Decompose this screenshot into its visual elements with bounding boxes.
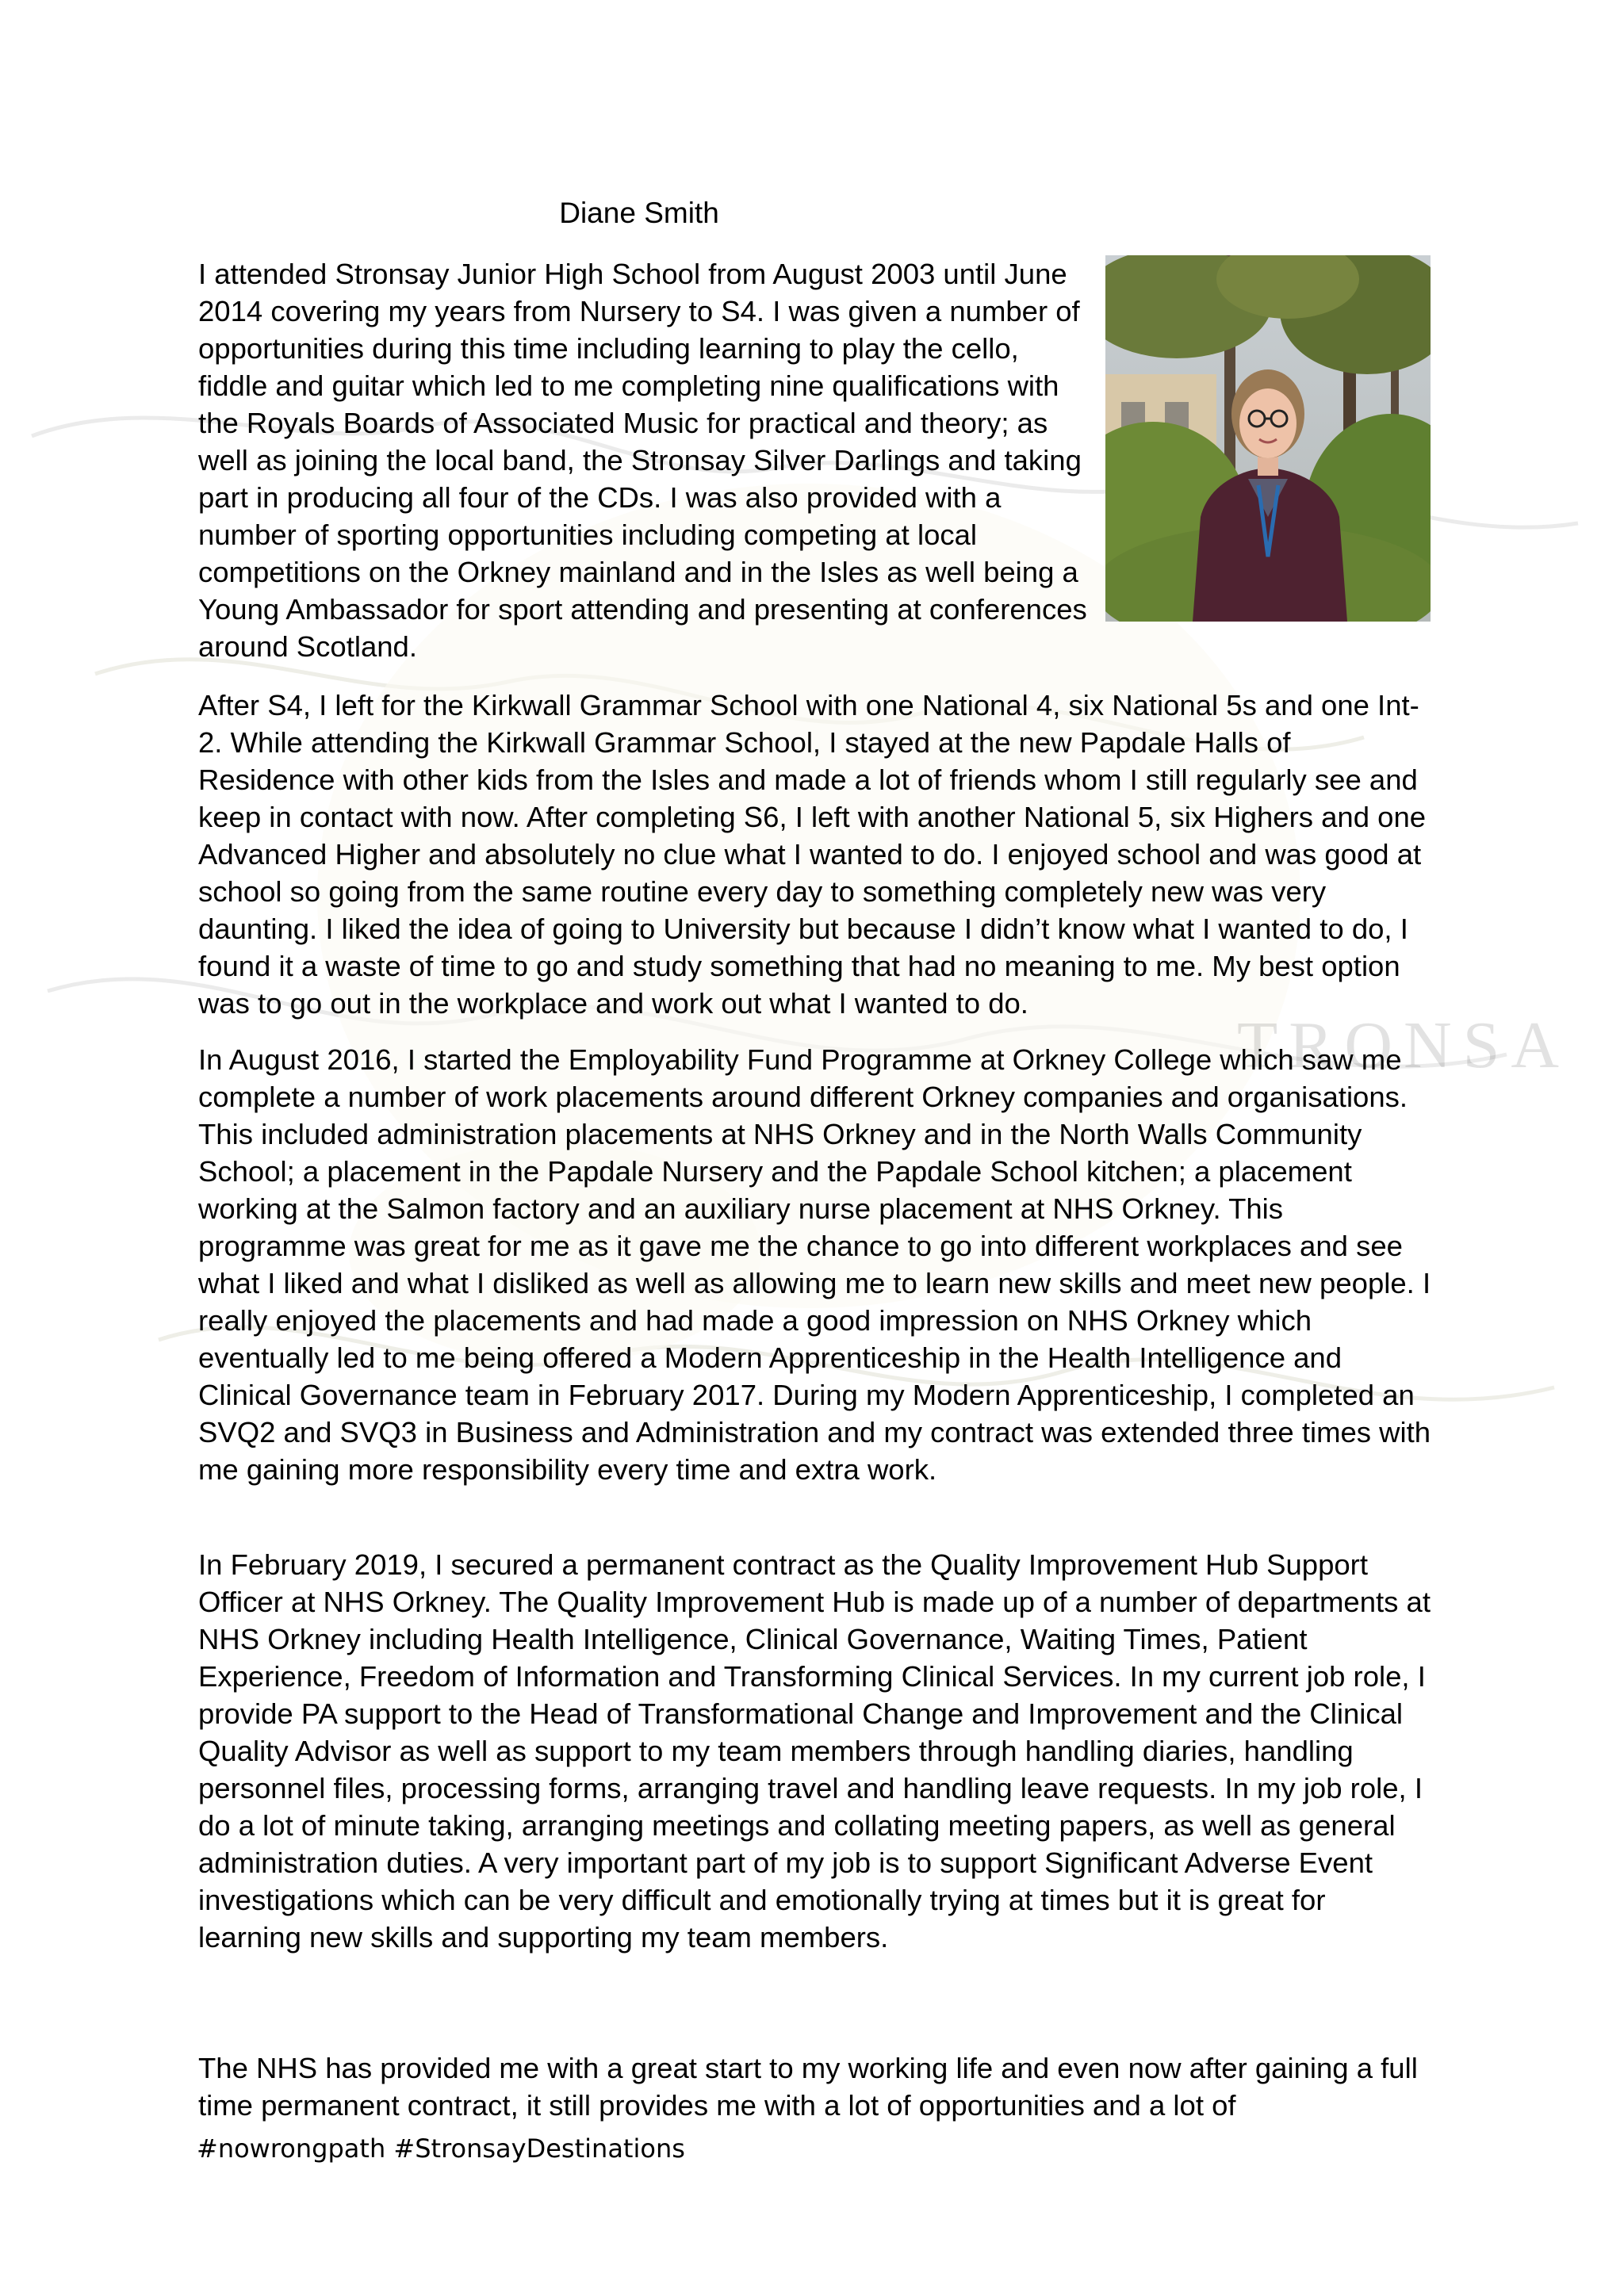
paragraph-text: The NHS has provided me with a great start to my working life and even now after gaining a full time permanent contract, it still provides me with a lot of opportunities and a lot of <box>198 2052 1418 2122</box>
paragraph-text: In February 2019, I secured a permanent contract as the Quality Improvement Hub Support Officer at NHS Orkney. The Quality Improvement Hub is made up of a number of departments at NHS Orkney including Health Intelligence, Clinical Governance, Waiting Times, Patient Experience, Freedom of Information and Transforming Clinical Services. In my current job role, I provide PA support to the Head of Transformational Change and Improvement and the Clinical Quality Advisor as well as support to my team members through handling diaries, handling personnel files, processing forms, arranging travel and handling leave requests. In my job role, I do a lot of minute taking, arranging meetings and collating meeting papers, as well as general administration duties. A very important part of my job is to support Significant Adverse Event investigations which can be very difficult and emotionally trying at times but it is great for learning new skills and supporting my team members. <box>198 1548 1431 1954</box>
paragraph-text: I attended Stronsay Junior High School from August 2003 until June 2014 covering my years from Nursery to S4. I was given a number of opportunities during this time including learning to play the cello, fiddle and guitar which led to me completing nine qualifications with the Royals Boards of Associated Music for practical and theory; as well as joining the local band, the Stronsay Silver Darlings and taking part in producing all four of the CDs. I was also provided with a number of sporting opportunities including competing at local competitions on the Orkney mainland and in the Isles as well being a Young Ambassador for sport attending and presenting at conferences around Scotland. <box>198 258 1087 663</box>
paragraph-text: After S4, I left for the Kirkwall Grammar School with one National 4, six National 5s and one Int-2. While attending the Kirkwall Grammar School, I stayed at the new Papdale Halls of Residence with other kids from the Isles and made a lot of friends whom I still regularly see and keep in contact with now. After completing S6, I left with another National 5, six Highers and one Advanced Higher and absolutely no clue what I wanted to do. I enjoyed school and was good at school so going from the same routine every day to something completely new was very daunting. I liked the idea of going to University but because I didn’t know what I wanted to do, I found it a waste of time to go and study something that had no meaning to me. My best option was to go out in the workplace and work out what I wanted to do. <box>198 689 1427 1020</box>
paragraph-1 <box>198 255 1094 665</box>
portrait-photo-icon <box>1105 255 1431 622</box>
hashtags: #nowrongpath #StronsayDestinations <box>197 2133 685 2164</box>
portrait-photo <box>1105 255 1431 622</box>
page-title: Diane Smith <box>559 197 719 229</box>
paragraph-2 <box>198 687 1435 1022</box>
paragraph-3 <box>198 1041 1435 1488</box>
watermark-word: TRONSA <box>1237 1008 1571 1082</box>
paragraph-4 <box>198 1546 1435 1956</box>
paragraph-5 <box>198 2049 1435 2124</box>
paragraph-text: In August 2016, I started the Employability Fund Programme at Orkney College which saw me complete a number of work placements around different Orkney companies and organisations. This included administration placements at NHS Orkney and in the North Walls Community School; a placement in the Papdale Nursery and the Papdale School kitchen; a placement working at the Salmon factory and an auxiliary nurse placement at NHS Orkney. This programme was great for me as it gave me the chance to go into different workplaces and see what I liked and what I disliked as well as allowing me to learn new skills and meet new people. I really enjoyed the placements and had made a good impression on NHS Orkney which eventually led to me being offered a Modern Apprenticeship in the Health Intelligence and Clinical Governance team in February 2017. During my Modern Apprenticeship, I completed an SVQ2 and SVQ3 in Business and Administration and my contract was extended three times with me gaining more responsibility every time and extra work. <box>198 1043 1431 1486</box>
